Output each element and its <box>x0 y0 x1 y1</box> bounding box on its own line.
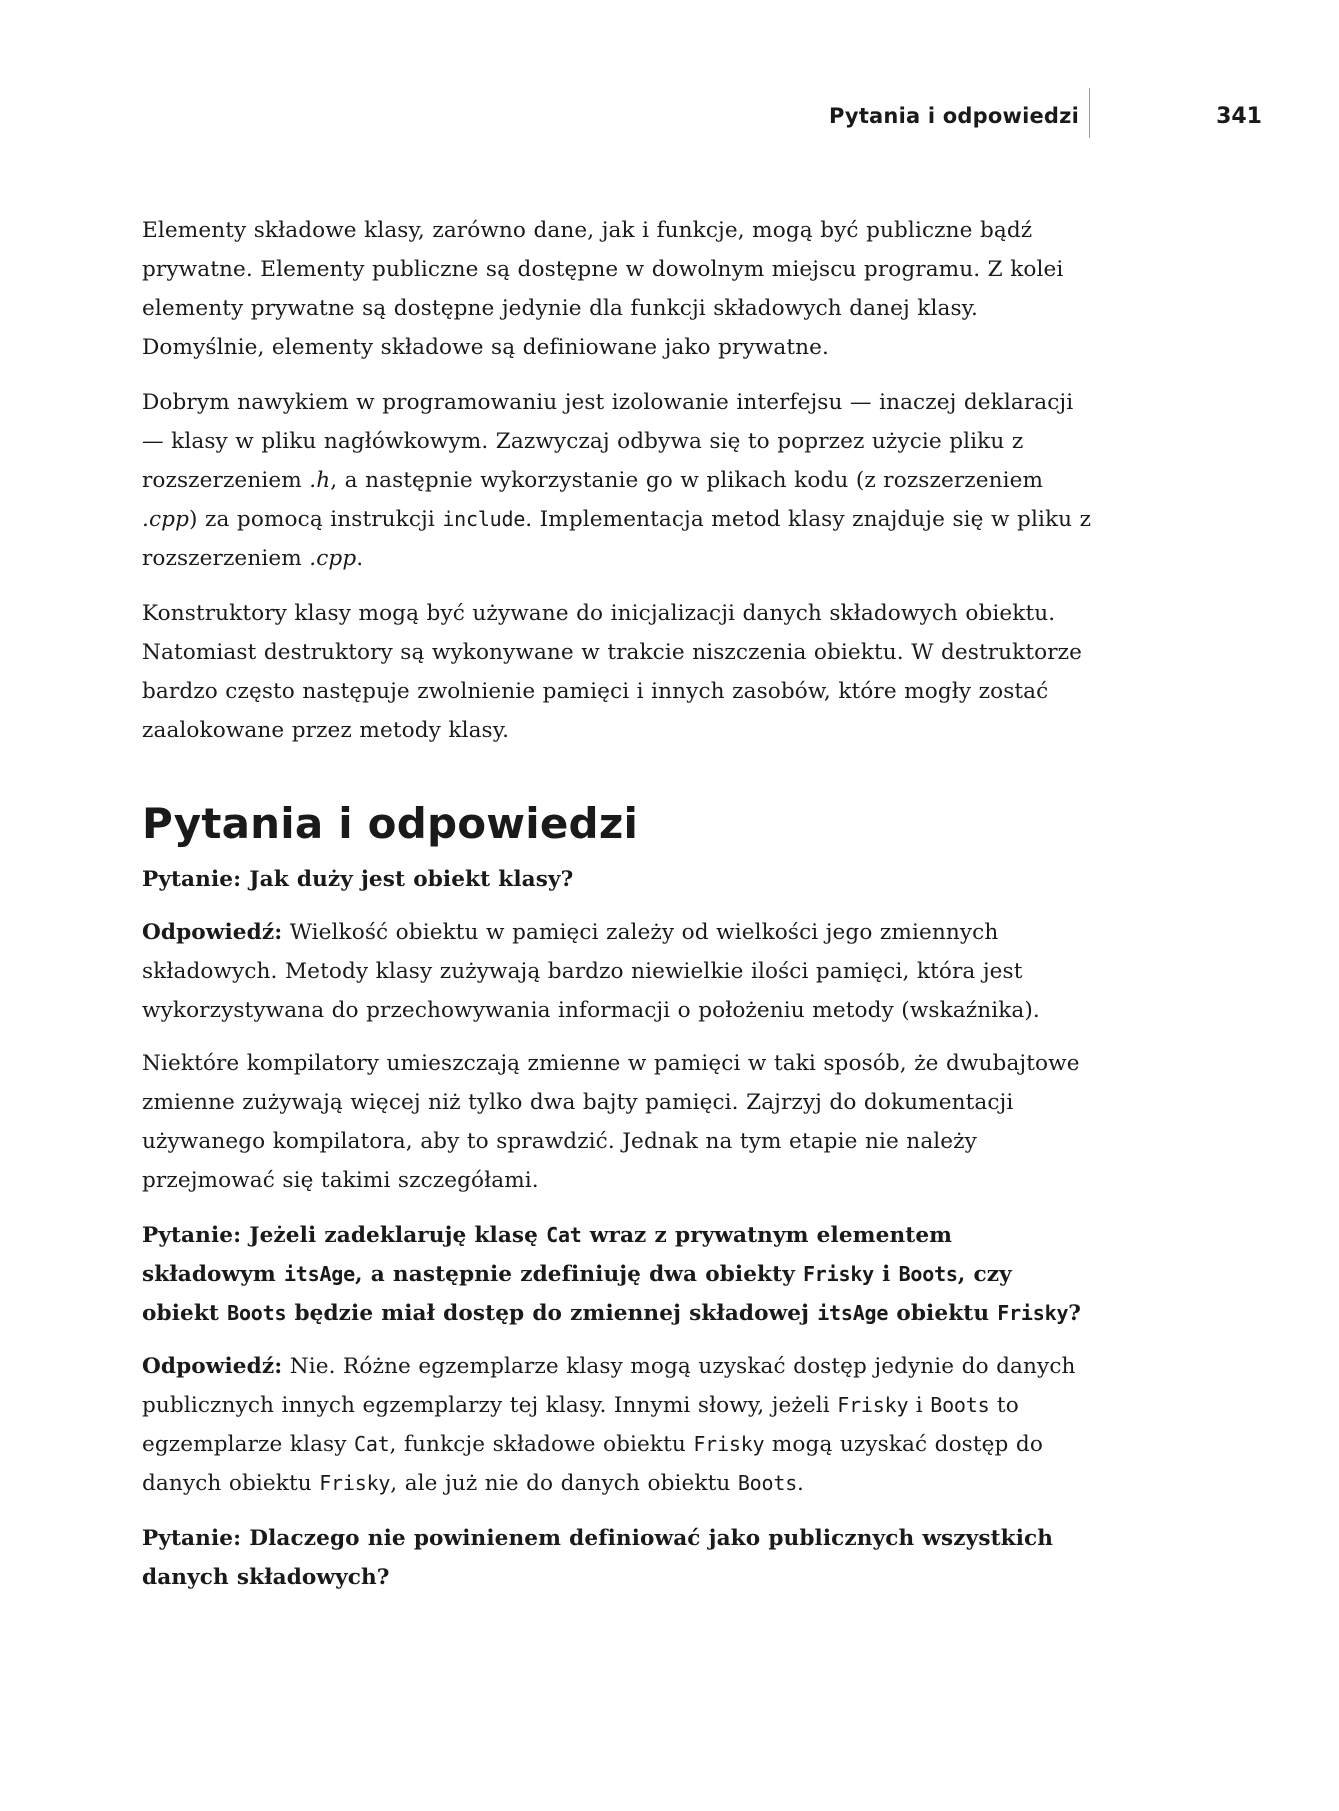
page-number: 341 <box>1216 104 1262 129</box>
ext-h: .h <box>309 468 331 493</box>
ext-cpp: .cpp <box>309 546 357 571</box>
question-1: Pytanie: Jak duży jest obiekt klasy? <box>142 867 574 892</box>
paragraph-access: Elementy składowe klasy, zarówno dane, jak i funkcje, mogą być publiczne bądź prywatne. Elementy publiczne są dostępne w dowolnym miejscu programu. Z kolei elementy prywatne są dostępne jedynie dla funkcji składowych danej klasy. Domyślnie, elementy składowe są definiowane jako prywatne. <box>142 218 1064 360</box>
page-body <box>142 211 1094 1611</box>
answer-label: Odpowiedź: <box>142 1354 283 1379</box>
answer-label: Odpowiedź: <box>142 920 283 945</box>
section-heading: Pytania i odpowiedzi <box>142 799 639 848</box>
header-divider <box>1089 88 1090 138</box>
running-title: Pytania i odpowiedzi <box>828 104 1079 128</box>
answer-2: Odpowiedź: Nie. Różne egzemplarze klasy mogą uzyskać dostęp jedynie do danych publicznych innych egzemplarzy tej klasy. Innymi słowy, jeżeli Frisky i Boots to egzemplarze klasy Cat, funkcje składowe obiektu Frisky mogą uzyskać dostęp do danych obiektu Frisky, ale już nie do danych obiektu Boots. <box>142 1354 1076 1496</box>
paragraph-constructors: Konstruktory klasy mogą być używane do inicjalizacji danych składowych obiektu. Natomiast destruktory są wykonywane w trakcie niszczenia obiektu. W destruktorze bardzo często następuje zwolnienie pamięci i innych zasobów, które mogły zostać zaalokowane przez metody klasy. <box>142 601 1082 743</box>
paragraph-header-files: Dobrym nawykiem w programowaniu jest izolowanie interfejsu — inaczej deklaracji — klasy w pliku nagłówkowym. Zazwyczaj odbywa się to poprzez użycie pliku z rozszerzeniem .h, a następnie wykorzystanie go w plikach kodu (z rozszerzeniem .cpp) za pomocą instrukcji include. Implementacja metod klasy znajduje się w pliku z rozszerzeniem .cpp. <box>142 390 1092 571</box>
answer-1: Odpowiedź: Wielkość obiektu w pamięci zależy od wielkości jego zmiennych składowych. Metody klasy zużywają bardzo niewielkie ilości pamięci, która jest wykorzystywana do przechowywania informacji o położeniu metody (wskaźnika). <box>142 920 1040 1023</box>
running-header <box>0 102 1339 142</box>
question-3: Pytanie: Dlaczego nie powinienem definiować jako publicznych wszystkich danych składowych? <box>142 1526 1054 1590</box>
code-include: include <box>442 507 526 531</box>
answer-1-continued: Niektóre kompilatory umieszczają zmienne w pamięci w taki sposób, że dwubajtowe zmienne zużywają więcej niż tylko dwa bajty pamięci. Zajrzyj do dokumentacji używanego kompilatora, aby to sprawdzić. Jednak na tym etapie nie należy przejmować się takimi szczegółami. <box>142 1051 1080 1193</box>
question-2: Pytanie: Jeżeli zadeklaruję klasę Cat wraz z prywatnym elementem składowym itsAge, a następnie zdefiniuję dwa obiekty Frisky i Boots, czy obiekt Boots będzie miał dostęp do zmiennej składowej itsAge obiektu Frisky? <box>142 1223 1082 1326</box>
ext-cpp: .cpp <box>142 507 190 532</box>
